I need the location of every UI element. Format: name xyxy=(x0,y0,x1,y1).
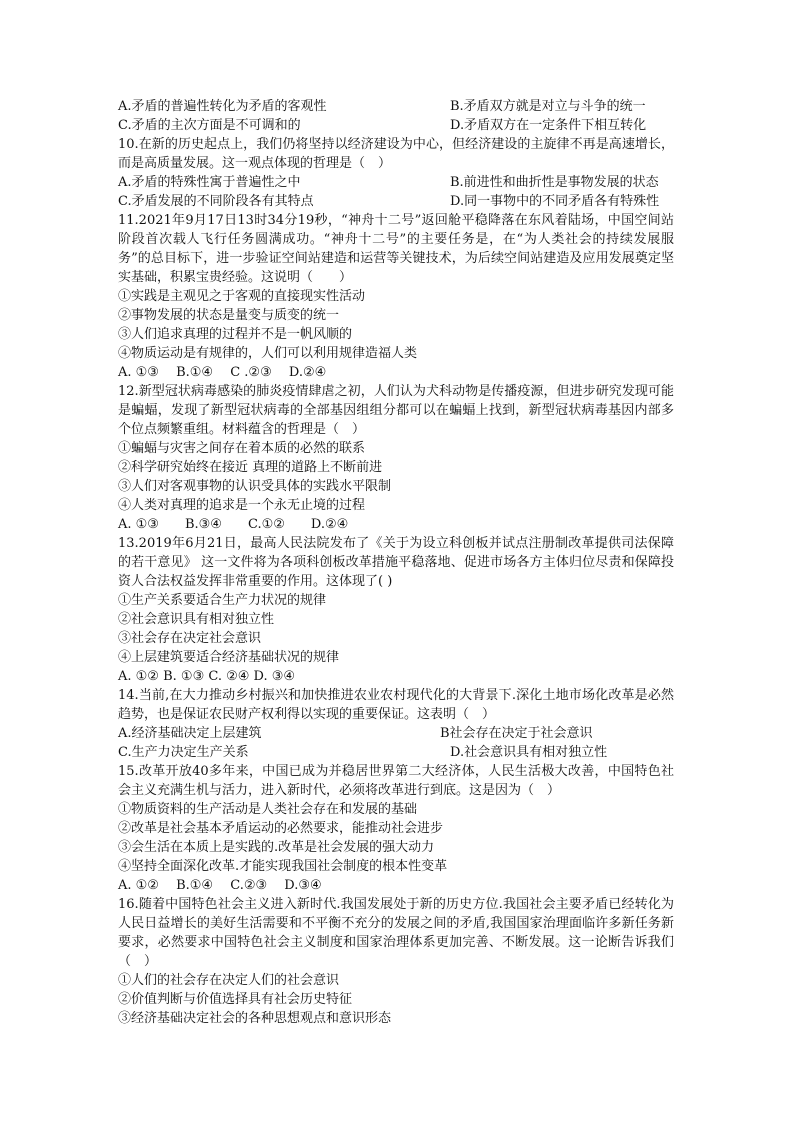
q13-answer-choices: A. ①② B. ①③ C. ②④ D. ③④ xyxy=(118,669,296,684)
q11-item-3: ③人们追求真理的过程并不是一帆风顺的 xyxy=(118,327,353,342)
q9-option-c: C.矛盾的主次方面是不可调和的 xyxy=(118,118,301,133)
q13-item-4: ④上层建筑要适合经济基础状况的规律 xyxy=(118,650,340,665)
q14-stem: 14.当前,在大力推动乡村振兴和加快推进农业农村现代化的大背景下.深化土地市场化改革是必然趋势，也是保证农民财产权利得以实现的重要保证。这表明（ ） xyxy=(118,688,674,722)
q9-options-row-1 xyxy=(118,97,674,116)
q11-item-4: ④物质运动是有规律的，人们可以利用规律造福人类 xyxy=(118,346,418,361)
q11-stem: 11.2021年9月17日13时34分19秒，“神舟十二号”返回舱平稳降落在东风着陆场，中国空间站阶段首次载人飞行任务圆满成功。“神舟十二号”的主要任务是，在“为人类社会的持续发展服务”的总目标下，进一步验证空间站建造和运营等关键技术，为后续空间站建造及应用发展奠定坚实基础，积累宝贵经验。这说明（ ） xyxy=(118,213,674,285)
q13-item-2: ②社会意识具有相对独立性 xyxy=(118,612,275,627)
q12-item-2: ②科学研究始终在接近 真理的道路上不断前进 xyxy=(118,460,383,475)
q15-item-2: ②改革是社会基本矛盾运动的必然要求，能推动社会进步 xyxy=(118,821,444,836)
q10-option-c: C.矛盾发展的不同阶段各有其特点 xyxy=(118,194,314,209)
q15-item-1: ①物质资料的生产活动是人类社会存在和发展的基础 xyxy=(118,802,418,817)
q14-options-row-1 xyxy=(118,724,674,743)
q12-item-4: ④人类对真理的追求是一个永无止境的过程 xyxy=(118,498,366,513)
q14-option-d: D.社会意识具有相对独立性 xyxy=(450,745,608,760)
q14-option-a: A.经济基础决定上层建筑 xyxy=(118,726,262,741)
q10-option-a: A.矛盾的特殊性寓于普遍性之中 xyxy=(118,175,301,190)
q14-options-row-2 xyxy=(118,743,674,762)
q14-option-b: B社会存在决定于社会意识 xyxy=(440,726,593,741)
q12-item-3: ③人们对客观事物的认识受具体的实践水平限制 xyxy=(118,479,392,494)
q12-stem: 12.新型冠状病毒感染的肺炎疫情肆虐之初，人们认为犬科动物是传播疫源，但进步研究发现可能是蝙蝠，发现了新型冠状病毒的全部基因组组分都可以在蝙蝠上找到，新型冠状病毒基因内部多个位点频繁重组。材料蕴含的哲理是（ ） xyxy=(118,384,674,437)
q10-option-b: B.前进性和曲折性是事物发展的状态 xyxy=(450,175,659,190)
q16-item-3: ③经济基础决定社会的各种思想观点和意识形态 xyxy=(118,1011,392,1026)
exam-content xyxy=(118,97,674,1028)
q16-stem: 16.随着中国特色社会主义进入新时代.我国发展处于新的历史方位.我国社会主要矛盾已经转化为人民日益增长的美好生活需要和不平衡不充分的发展之间的矛盾,我国国家治理面临许多新任务新要求，必然要求中国特色社会主义制度和国家治理体系更加完善、不断发展。这一论断告诉我们（ ） xyxy=(118,897,674,969)
q10-option-d: D.同一事物中的不同矛盾各有特殊性 xyxy=(450,194,660,209)
q11-answer-choices: A. ①③ B.①④ C .②③ D.②④ xyxy=(118,365,327,380)
q13-item-1: ①生产关系要适合生产力状况的规律 xyxy=(118,593,327,608)
q14-option-c: C.生产力决定生产关系 xyxy=(118,745,249,760)
q13-item-3: ③社会存在决定社会意识 xyxy=(118,631,262,646)
q9-options-row-2 xyxy=(118,116,674,135)
q10-stem: 10.在新的历史起点上，我们仍将坚持以经济建设为中心，但经济建设的主旋律不再是高速增长，而是高质量发展。这一观点体现的哲理是（ ） xyxy=(118,137,674,171)
q11-item-1: ①实践是主观见之于客观的直接现实性活动 xyxy=(118,289,366,304)
q16-item-1: ①人们的社会存在决定人们的社会意识 xyxy=(118,973,340,988)
q13-stem: 13.2019年6月21日，最高人民法院发布了《关于为设立科创板并试点注册制改革提供司法保障的若干意见》 这一文件将为各项科创板改革措施平稳落地、促进市场各方主体归位尽责和保障投资人合法权益发挥非常重要的作用。这体现了( ) xyxy=(118,536,674,589)
q9-option-b: B.矛盾双方就是对立与斗争的统一 xyxy=(450,99,646,114)
q9-option-a: A.矛盾的普遍性转化为矛盾的客观性 xyxy=(118,99,327,114)
q12-answer-choices: A. ①③ B.③④ C.①② D.②④ xyxy=(118,517,349,532)
q15-stem: 15.改革开放40多年来，中国已成为并稳居世界第二大经济体，人民生活极大改善，中国特色社会主义充满生机与活力，进入新时代，必须将改革进行到底。这是因为（ ） xyxy=(118,764,674,798)
q10-options-row-2 xyxy=(118,192,674,211)
q16-item-2: ②价值判断与价值选择具有社会历史特征 xyxy=(118,992,353,1007)
q9-option-d: D.矛盾双方在一定条件下相互转化 xyxy=(450,118,647,133)
q10-options-row-1 xyxy=(118,173,674,192)
q12-item-1: ①蝙蝠与灾害之间存在着本质的必然的联系 xyxy=(118,441,366,456)
q11-item-2: ②事物发展的状态是量变与质变的统一 xyxy=(118,308,340,323)
q15-item-3: ③会生活在本质上是实践的.改革是社会发展的强大动力 xyxy=(118,840,435,855)
q15-item-4: ④坚持全面深化改革.才能实现我国社会制度的根本性变革 xyxy=(118,859,448,874)
q15-answer-choices: A. ①② B.①④ C.②③ D.③④ xyxy=(118,878,322,893)
